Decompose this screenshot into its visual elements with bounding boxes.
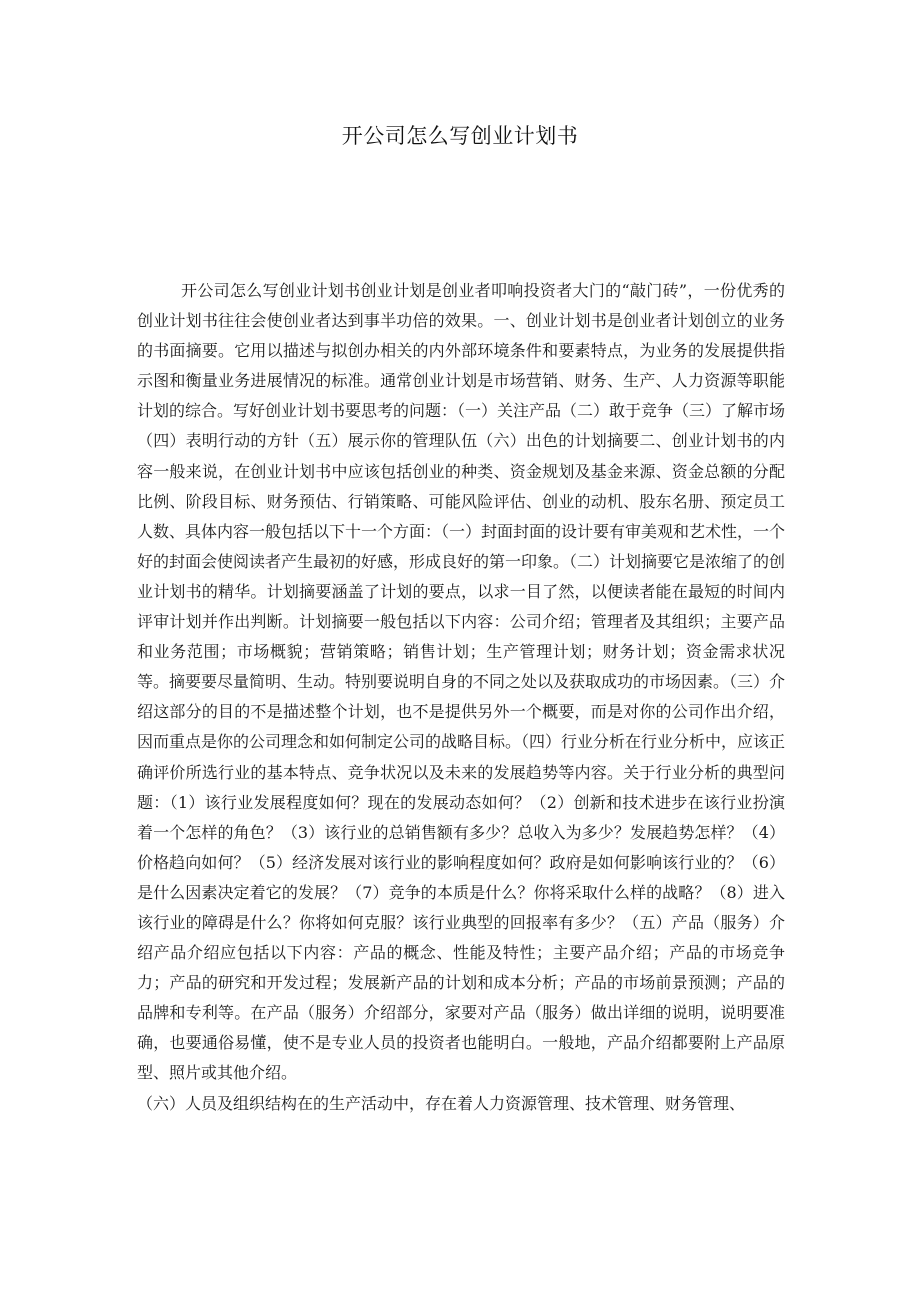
document-body (137, 276, 785, 1119)
page-title: 开公司怎么写创业计划书 (341, 124, 579, 148)
body-paragraph-2: （六）人员及组织结构在的生产活动中，存在着人力资源管理、技术管理、财务管理、 (137, 1093, 746, 1113)
body-paragraph-1: 开公司怎么写创业计划书创业计划是创业者叩响投资者大门的“敲门砖”，一份优秀的创业计划书往往会使创业者达到事半功倍的效果。一、创业计划书是创业者计划创立的业务的书面摘要。它用以描述与拟创办相关的内外部环境条件和要素特点，为业务的发展提供指示图和衡量业务进展情况的标准。通常创业计划是市场营销、财务、生产、人力资源等职能计划的综合。写好创业计划书要思考的问题：（一）关注产品（二）敢于竞争（三）了解市场（四）表明行动的方针（五）展示你的管理队伍（六）出色的计划摘要二、创业计划书的内容一般来说，在创业计划书中应该包括创业的种类、资金规划及基金来源、资金总额的分配比例、阶段目标、财务预估、行销策略、可能风险评估、创业的动机、股东名册、预定员工人数、具体内容一般包括以下十一个方面：（一）封面封面的设计要有审美观和艺术性，一个好的封面会使阅读者产生最初的好感，形成良好的第一印象。（二）计划摘要它是浓缩了的创业计划书的精华。计划摘要涵盖了计划的要点，以求一目了然，以便读者能在最短的时间内评审计划并作出判断。计划摘要一般包括以下内容：公司介绍；管理者及其组织；主要产品和业务范围；市场概貌；营销策略；销售计划；生产管理计划；财务计划；资金需求状况等。摘要要尽量简明、生动。特别要说明自身的不同之处以及获取成功的市场因素。（三）介绍这部分的目的不是描述整个计划，也不是提供另外一个概要，而是对你的公司作出介绍，因而重点是你的公司理念和如何制定公司的战略目标。（四）行业分析在行业分析中，应该正确评价所选行业的基本特点、竞争状况以及未来的发展趋势等内容。关于行业分析的典型问题：（1）该行业发展程度如何？现在的发展动态如何？（2）创新和技术进步在该行业扮演着一个怎样的角色？（3）该行业的总销售额有多少？总收入为多少？发展趋势怎样？（4）价格趋向如何？（5）经济发展对该行业的影响程度如何？政府是如何影响该行业的？（6）是什么因素决定着它的发展？（7）竞争的本质是什么？你将采取什么样的战略？（8）进入该行业的障碍是什么？你将如何克服？该行业典型的回报率有多少？（五）产品（服务）介绍产品介绍应包括以下内容：产品的概念、性能及特性；主要产品介绍；产品的市场竞争力；产品的研究和开发过程；发展新产品的计划和成本分析；产品的市场前景预测；产品的品牌和专利等。在产品（服务）介绍部分，家要对产品（服务）做出详细的说明，说明要准确，也要通俗易懂，使不是专业人员的投资者也能明白。一般地，产品介绍都要附上产品原型、照片或其他介绍。 (137, 281, 786, 1083)
